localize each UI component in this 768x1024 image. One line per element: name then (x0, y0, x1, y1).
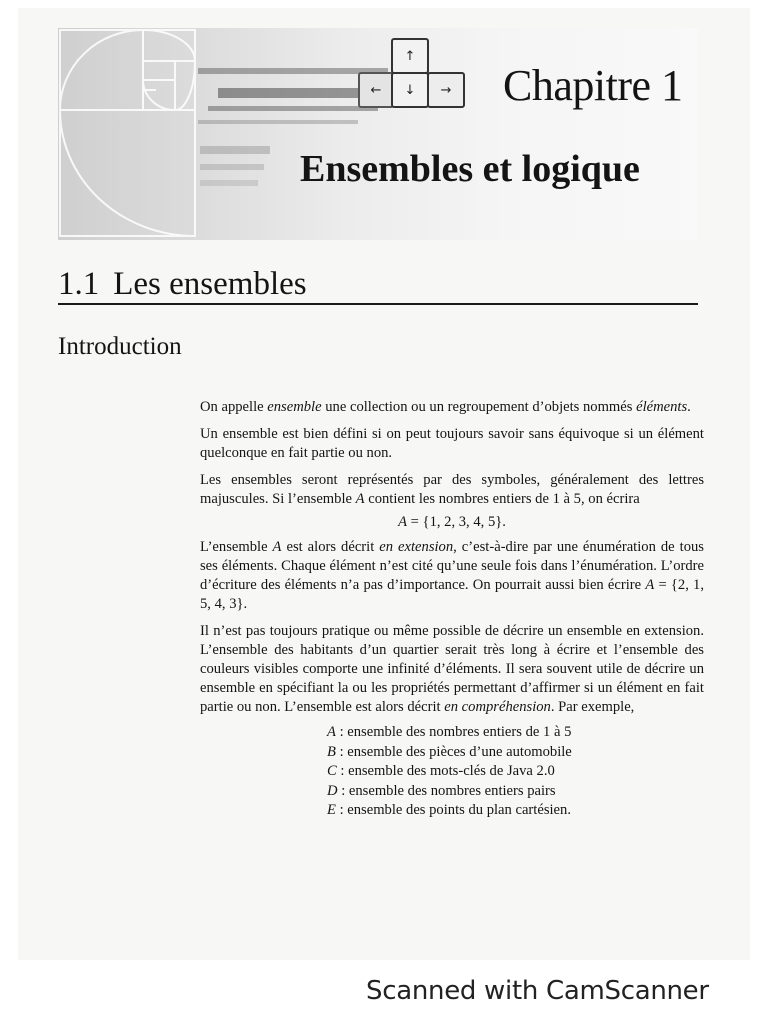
formula-extension: A = {1, 2, 3, 4, 5}. (398, 514, 506, 530)
golden-spiral-graphic (58, 28, 698, 240)
section-title: Les ensembles (113, 266, 307, 302)
list-item: B : ensemble des pièces d’une automobile (327, 743, 572, 760)
chapter-label: Chapitre 1 (503, 61, 683, 110)
subsection-heading: Introduction (58, 333, 182, 360)
scanner-watermark: Scanned with CamScanner (366, 976, 709, 1006)
term-en-extension: en extension (379, 539, 454, 555)
arrow-right-key-icon: → (427, 72, 465, 108)
paragraph-well-defined: Un ensemble est bien défini si on peut toujours savoir sans équivoque si un élément quelconque en fait partie ou non. (200, 426, 704, 461)
arrow-up-key-icon: ↑ (391, 38, 429, 74)
paragraph-extension: L’ensemble A est alors décrit en extension, c’est-à-dire par une énumération de tous ses éléments. Chaque élément n’est cité qu’une seule fois dans l’énumération. L’ordre d’écriture des éléments n’a pas d’importance. On pourrait aussi bien écrire A = {2, 1, 5, 4, 3}. (200, 539, 704, 612)
arrow-down-key-icon: ↓ (391, 72, 429, 108)
body-text (200, 398, 704, 821)
paragraph-comprehension: Il n’est pas toujours pratique ou même possible de décrire un ensemble en extension. L’ensemble des habitants d’un quartier serait très long à écrire et l’ensemble des couleurs visibles comporte une infinité d’éléments. Il sera souvent utile de décrire un ensemble en spécifiant la ou les propriétés permettant d’affirmer si un élément en fait partie ou non. L’ensemble est alors décrit en compréhension. Par exemple, (200, 623, 704, 715)
paragraph-symbols: Les ensembles seront représentés par des symboles, généralement des lettres majuscules. Si l’ensemble A contient les nombres entiers de 1 à 5, on écrira (200, 472, 704, 507)
paragraph-definition: On appelle ensemble une collection ou un regroupement d’objets nommés éléments. (200, 399, 691, 415)
chapter-banner (58, 28, 698, 240)
list-item: E : ensemble des points du plan cartésien. (327, 802, 571, 818)
chapter-title: Ensembles et logique (300, 148, 640, 190)
list-item: D : ensemble des nombres entiers pairs (327, 782, 556, 799)
section-rule (58, 303, 698, 305)
definition-list (327, 723, 704, 821)
term-elements: éléments (636, 399, 688, 415)
list-item: C : ensemble des mots-clés de Java 2.0 (327, 763, 555, 779)
section-number: 1.1 (58, 266, 100, 302)
term-en-comprehension: en compréhension (444, 699, 551, 715)
list-item: A : ensemble des nombres entiers de 1 à 5 (327, 724, 572, 740)
arrow-left-key-icon: ← (358, 72, 394, 108)
section-heading (58, 268, 307, 301)
term-ensemble: ensemble (267, 399, 322, 415)
